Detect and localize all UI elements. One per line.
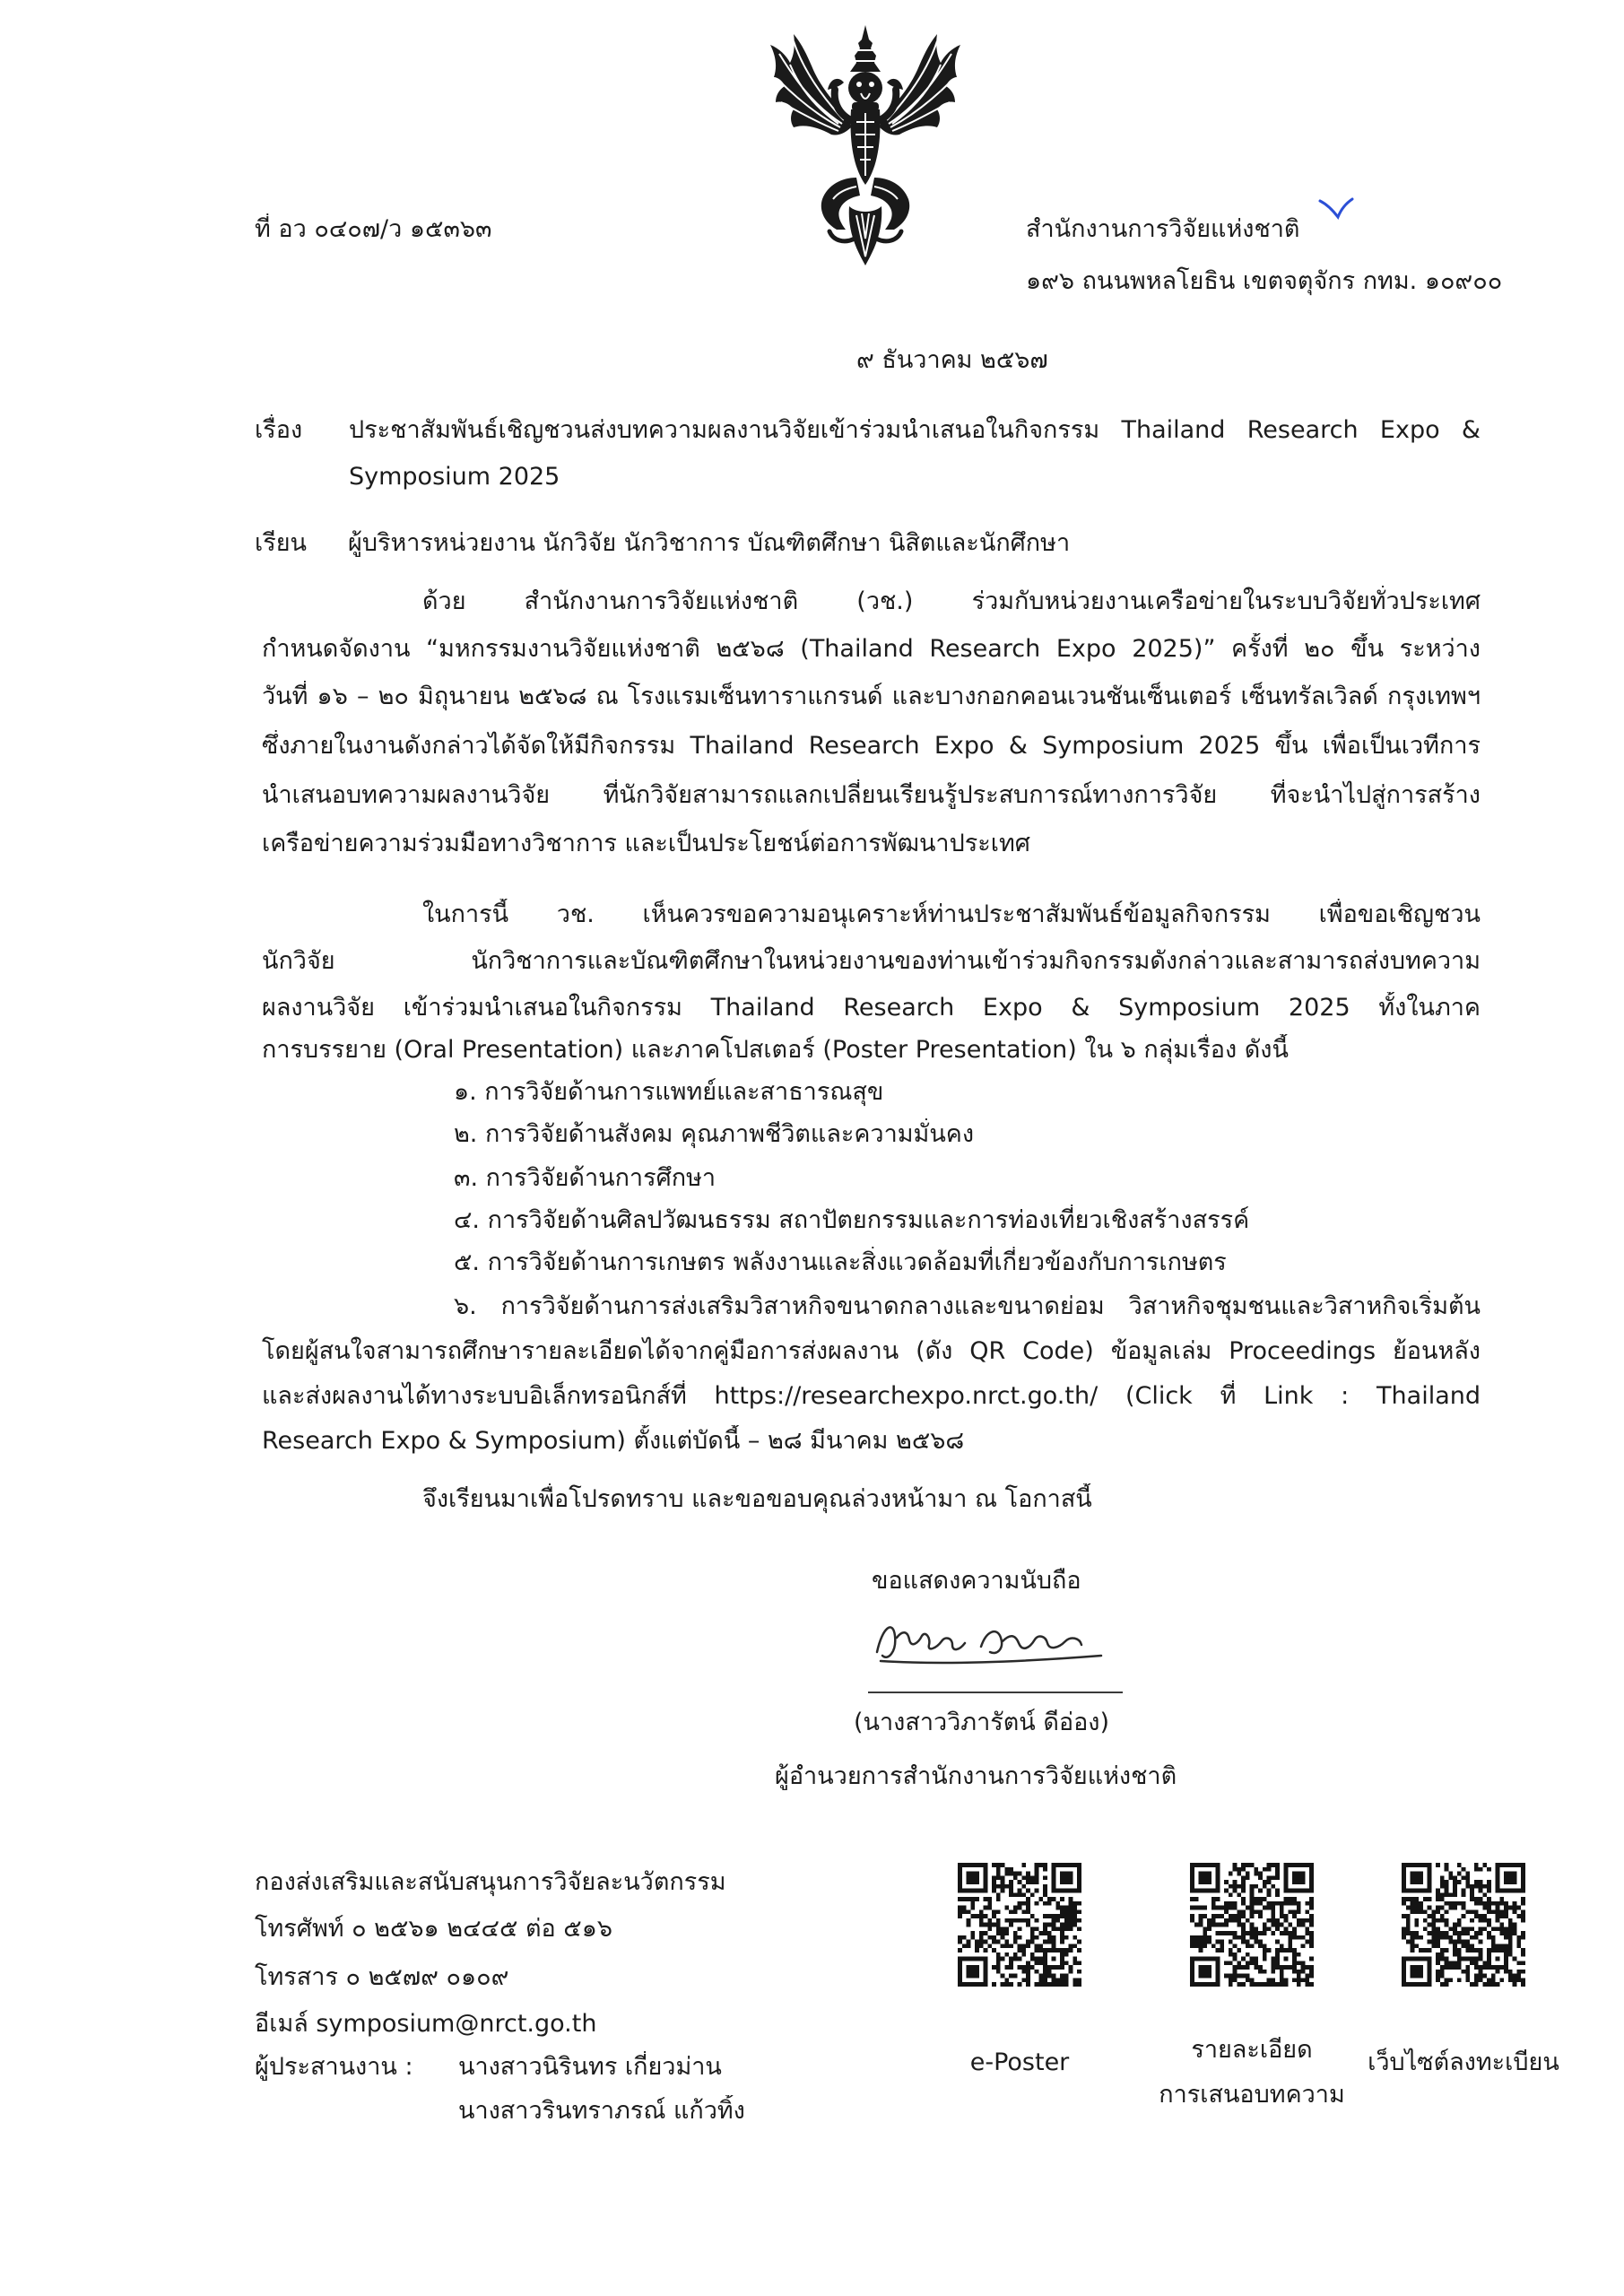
subject-line-1: ประชาสัมพันธ์เชิญชวนส่งบทความผลงานวิจัยเข้าร่วมนำเสนอในกิจกรรม Thailand Research Expo & <box>349 416 1481 444</box>
footer-email: อีเมล์ symposium@nrct.go.th <box>255 2010 597 2038</box>
footer-department: กองส่งเสริมและสนับสนุนการวิจัยละนวัตกรรม <box>255 1868 726 1896</box>
footer-fax: โทรสาร ๐ ๒๕๗๙ ๐๑๐๙ <box>255 1963 509 1991</box>
qr-modules <box>1190 1863 1314 1987</box>
paragraph-1-line-5: นำเสนอบทความผลงานวิจัย ที่นักวิจัยสามารถแลกเปลี่ยนเรียนรู้ประสบการณ์ทางการวิจัย ที่จะนำไปสู่การสร้าง <box>262 781 1481 809</box>
paragraph-2-line-3: ผลงานวิจัย เข้าร่วมนำเสนอในกิจกรรม Thailand Research Expo & Symposium 2025 ทั้งในภาค <box>262 994 1481 1022</box>
garuda-left-half <box>770 34 860 241</box>
recipient-text: ผู้บริหารหน่วยงาน นักวิจัย นักวิชาการ บัณฑิตศึกษา นิสิตและนักศึกษา <box>348 529 1071 557</box>
paragraph-3-line-2: และส่งผลงานได้ทางระบบอิเล็กทรอนิกส์ที่ https://researchexpo.nrct.go.th/ (Click ที่ Link : Thailand <box>262 1382 1481 1410</box>
paragraph-3-line-3: Research Expo & Symposium) ตั้งแต่บัดนี้ – ๒๘ มีนาคม ๒๕๖๘ <box>262 1427 965 1455</box>
paragraph-3-line-1: โดยผู้สนใจสามารถศึกษารายละเอียดได้จากคู่มือการส่งผลงาน (ดัง QR Code) ข้อมูลเล่ม Proceedings ย้อนหลัง <box>262 1337 1481 1365</box>
qr-modules <box>1402 1863 1525 1987</box>
paragraph-1-line-3: วันที่ ๑๖ – ๒๐ มิถุนายน ๒๕๖๘ ณ โรงแรมเซ็นทาราแกรนด์ และบางกอกคอนเวนชันเซ็นเตอร์ เซ็นทรัลเวิลด์ กรุงเทพฯ <box>262 683 1481 710</box>
qr-label-paper-details-line-1: รายละเอียด <box>1191 2036 1313 2064</box>
paragraph-1-line-2: กำหนดจัดงาน “มหกรรมงานวิจัยแห่งชาติ ๒๕๖๘ (Thailand Research Expo 2025)” ครั้งที่ ๒๐ ขึ้น ระหว่าง <box>262 635 1481 663</box>
paragraph-1-line-1: ด้วย สำนักงานการวิจัยแห่งชาติ (วช.) ร่วมกับหน่วยงานเครือข่ายในระบบวิจัยทั่วประเทศ <box>422 587 1481 615</box>
footer-coordinator-label: ผู้ประสานงาน : <box>255 2053 413 2081</box>
recipient-label: เรียน <box>255 529 308 557</box>
topic-item-1: ๑. การวิจัยด้านการแพทย์และสาธารณสุข <box>454 1078 884 1106</box>
complimentary-close: ขอแสดงความนับถือ <box>872 1567 1081 1595</box>
subject-label: เรื่อง <box>255 416 303 444</box>
qr-label-paper-details-line-2: การเสนอบทความ <box>1159 2081 1345 2109</box>
qr-label-registration-website: เว็บไซต์ลงทะเบียน <box>1368 2048 1559 2076</box>
paragraph-2-line-4: การบรรยาย (Oral Presentation) และภาคโปสเตอร์ (Poster Presentation) ใน ๖ กลุ่มเรื่อง ดังนี้ <box>262 1036 1289 1064</box>
signatory-name: (นางสาววิภารัตน์ ดีอ่อง) <box>854 1709 1110 1736</box>
qr-label-e-poster: e-Poster <box>969 2048 1070 2076</box>
reference-number: ที่ อว ๐๔๐๗/ว ๑๕๓๖๓ <box>255 215 492 243</box>
paragraph-2-line-2: นักวิจัย นักวิชาการและบัณฑิตศึกษาในหน่วยงานของท่านเข้าร่วมกิจกรรมดังกล่าวและสามารถส่งบทความ <box>262 947 1481 975</box>
footer-coordinator-1: นางสาวนิรินทร เกี่ยวม่าน <box>458 2053 722 2081</box>
garuda-eye-right <box>869 82 874 87</box>
sender-name: สำนักงานการวิจัยแห่งชาติ <box>1026 215 1300 243</box>
subject-line-2: Symposium 2025 <box>349 463 560 491</box>
topic-item-3: ๓. การวิจัยด้านการศึกษา <box>454 1164 716 1192</box>
handwritten-signature <box>866 1611 1117 1674</box>
signature-line <box>868 1692 1123 1693</box>
closing-sentence: จึงเรียนมาเพื่อโปรดทราบ และขอขอบคุณล่วงหน้ามา ณ โอกาสนี้ <box>422 1485 1092 1513</box>
footer-coordinator-2: นางสาวรินทราภรณ์ แก้วทิ้ง <box>458 2097 745 2125</box>
qr-code-e-poster <box>958 1863 1081 1987</box>
paragraph-1-line-6: เครือข่ายความร่วมมือทางวิชาการ และเป็นประโยชน์ต่อการพัฒนาประเทศ <box>262 830 1030 857</box>
topic-item-5: ๕. การวิจัยด้านการเกษตร พลังงานและสิ่งแวดล้อมที่เกี่ยวข้องกับการเกษตร <box>454 1248 1227 1276</box>
garuda-right-half <box>871 34 960 241</box>
sender-address: ๑๙๖ ถนนพหลโยธิน เขตจตุจักร กทม. ๑๐๙๐๐ <box>1026 267 1503 295</box>
paragraph-2-line-1: ในการนี้ วช. เห็นควรขอความอนุเคราะห์ท่านประชาสัมพันธ์ข้อมูลกิจกรรม เพื่อขอเชิญชวน <box>422 900 1481 928</box>
topic-item-6: ๖. การวิจัยด้านการส่งเสริมวิสาหกิจขนาดกลางและขนาดย่อม วิสาหกิจชุมชนและวิสาหกิจเริ่มต้น <box>454 1292 1481 1320</box>
garuda-crown <box>850 25 881 72</box>
footer-phone: โทรศัพท์ ๐ ๒๕๖๑ ๒๔๔๕ ต่อ ๕๑๖ <box>255 1915 613 1943</box>
topic-item-4: ๔. การวิจัยด้านศิลปวัฒนธรรม สถาปัตยกรรมและการท่องเที่ยวเชิงสร้างสรรค์ <box>454 1206 1250 1234</box>
paragraph-1-line-4: ซึ่งภายในงานดังกล่าวได้จัดให้มีกิจกรรม Thailand Research Expo & Symposium 2025 ขึ้น เพื่อเป็นเวทีการ <box>262 732 1481 760</box>
topic-item-2: ๒. การวิจัยด้านสังคม คุณภาพชีวิตและความมั่นคง <box>454 1120 975 1148</box>
qr-modules <box>958 1863 1081 1987</box>
qr-code-paper-details <box>1190 1863 1314 1987</box>
blue-check-mark-icon <box>1316 196 1356 224</box>
letter-date: ๙ ธันวาคม ๒๕๖๗ <box>856 346 1048 374</box>
qr-code-registration-website <box>1402 1863 1525 1987</box>
garuda-eye-left <box>856 82 862 87</box>
signatory-position: ผู้อำนวยการสำนักงานการวิจัยแห่งชาติ <box>775 1762 1177 1790</box>
